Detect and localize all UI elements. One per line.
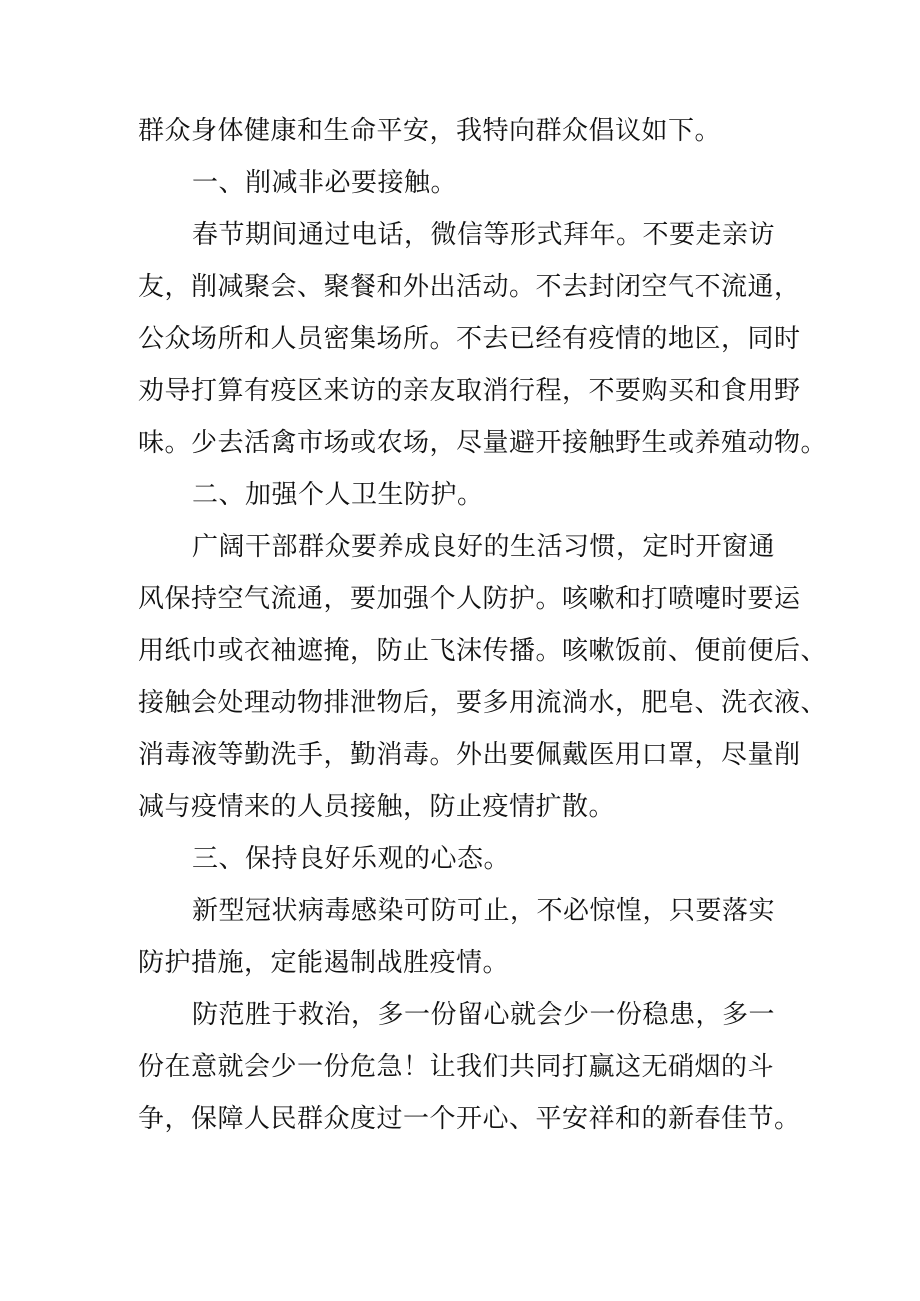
- paragraph-line: 味。少去活禽市场或农场，尽量避开接触野生或养殖动物。: [138, 428, 828, 458]
- paragraph-line: 广阔干部群众要养成良好的生活习惯，定时开窗通: [192, 532, 776, 562]
- paragraph-line: 友，削减聚会、聚餐和外出活动。不去封闭空气不流通，: [138, 272, 801, 302]
- paragraph-line: 公众场所和人员密集场所。不去已经有疫情的地区，同时: [138, 324, 801, 354]
- paragraph-line: 风保持空气流通，要加强个人防护。咳嗽和打喷嚏时要运: [138, 584, 801, 614]
- paragraph-line: 防护措施，定能遏制战胜疫情。: [138, 948, 510, 978]
- paragraph-line: 用纸巾或衣袖遮掩，防止飞沫传播。咳嗽饭前、便前便后、: [138, 636, 828, 666]
- paragraph-line: 春节期间通过电话，微信等形式拜年。不要走亲访: [192, 220, 776, 250]
- section-heading-3: 三、保持良好乐观的心态。: [192, 844, 511, 874]
- paragraph-line: 接触会处理动物排泄物后，要多用流淌水，肥皂、洗衣液、: [138, 688, 828, 718]
- paragraph-line: 新型冠状病毒感染可防可止，不必惊惶，只要落实: [192, 896, 776, 926]
- paragraph-line: 劝导打算有疫区来访的亲友取消行程，不要购买和食用野: [138, 376, 801, 406]
- paragraph-line: 减与疫情来的人员接触，防止疫情扩散。: [138, 792, 616, 822]
- paragraph-line: 份在意就会少一份危急！让我们共同打赢这无硝烟的斗: [138, 1052, 775, 1082]
- section-heading-2: 二、加强个人卫生防护。: [192, 480, 484, 510]
- paragraph-line: 争，保障人民群众度过一个开心、平安祥和的新春佳节。: [138, 1104, 801, 1134]
- paragraph-line: 消毒液等勤洗手，勤消毒。外出要佩戴医用口罩，尽量削: [138, 740, 801, 770]
- paragraph-line: 防范胜于救治，多一份留心就会少一份稳患，多一: [192, 1000, 776, 1030]
- text-line: 群众身体健康和生命平安，我特向群众倡议如下。: [138, 116, 722, 146]
- section-heading-1: 一、削减非必要接触。: [192, 168, 458, 198]
